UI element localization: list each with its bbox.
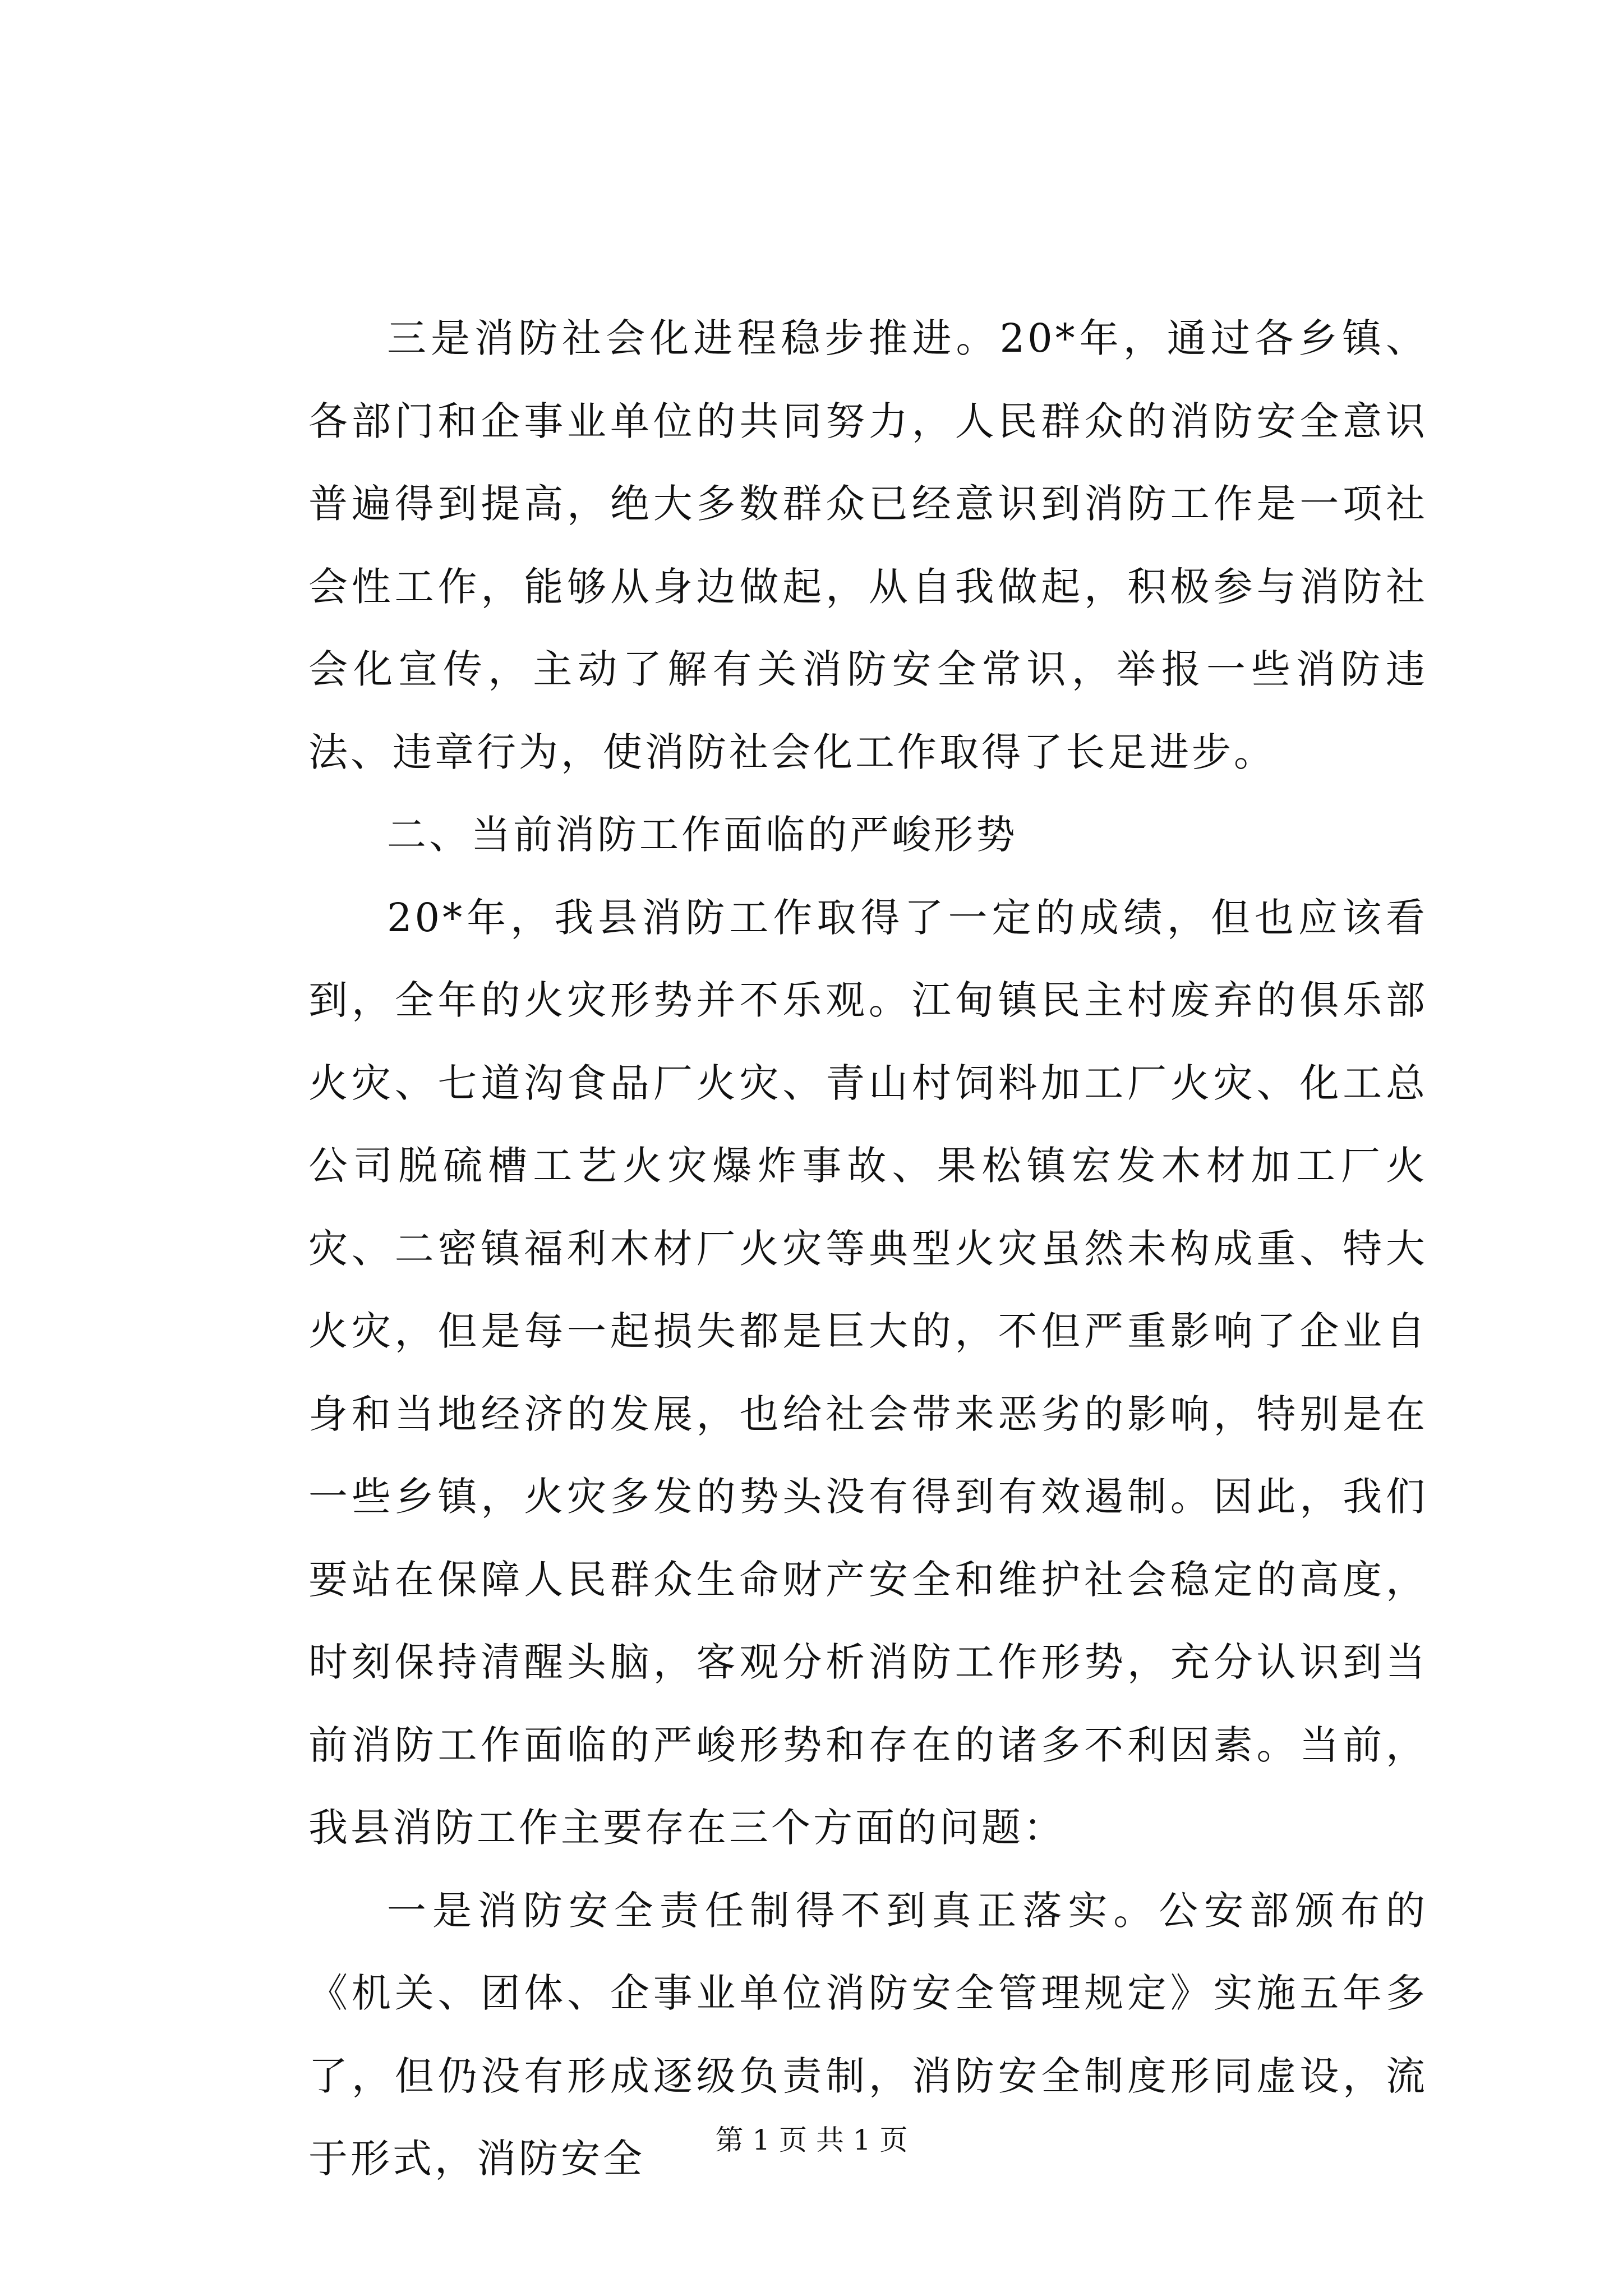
section-heading-severe-situation: 二、当前消防工作面临的严峻形势 (387, 812, 1018, 858)
paragraph-fire-situation: 20*年，我县消防工作取得了一定的成绩，但也应该看到，全年的火灾形势并不乐观。江甸镇民主村废弃的俱乐部火灾、七道沟食品厂火灾、青山村饲料加工厂火灾、化工总公司脱硫槽工艺火灾爆炸事故、果松镇宏发木材加工厂火灾、二密镇福利木材厂火灾等典型火灾虽然未构成重、特大火灾，但是每一起损失都是巨大的，不但严重影响了企业自身和当地经济的发展，也给社会带来恶劣的影响，特别是在一些乡镇，火灾多发的势头没有得到有效遏制。因此，我们要站在保障人民群众生命财产安全和维护社会稳定的高度，时刻保持清醒头脑，客观分析消防工作形势，充分认识到当前消防工作面临的严峻形势和存在的诸多不利因素。当前，我县消防工作主要存在三个方面的问题： (308, 894, 1428, 1851)
paragraph-responsibility-system: 一是消防安全责任制得不到真正落实。公安部颁布的《机关、团体、企事业单位消防安全管理规定》实施五年多了，但仍没有形成逐级负责制，消防安全制度形同虚设，流于形式，消防安全 (308, 1887, 1428, 2182)
page-footer: 第 1 页 共 1 页 (715, 2124, 908, 2156)
paragraph-progress-socialization: 三是消防社会化进程稳步推进。20*年，通过各乡镇、各部门和企事业单位的共同努力，人民群众的消防安全意识普遍得到提高，绝大多数群众已经意识到消防工作是一项社会性工作，能够从身边做起，从自我做起，积极参与消防社会化宣传，主动了解有关消防安全常识，举报一些消防违法、违章行为，使消防社会化工作取得了长足进步。 (308, 315, 1428, 775)
document-body (308, 297, 1428, 2201)
